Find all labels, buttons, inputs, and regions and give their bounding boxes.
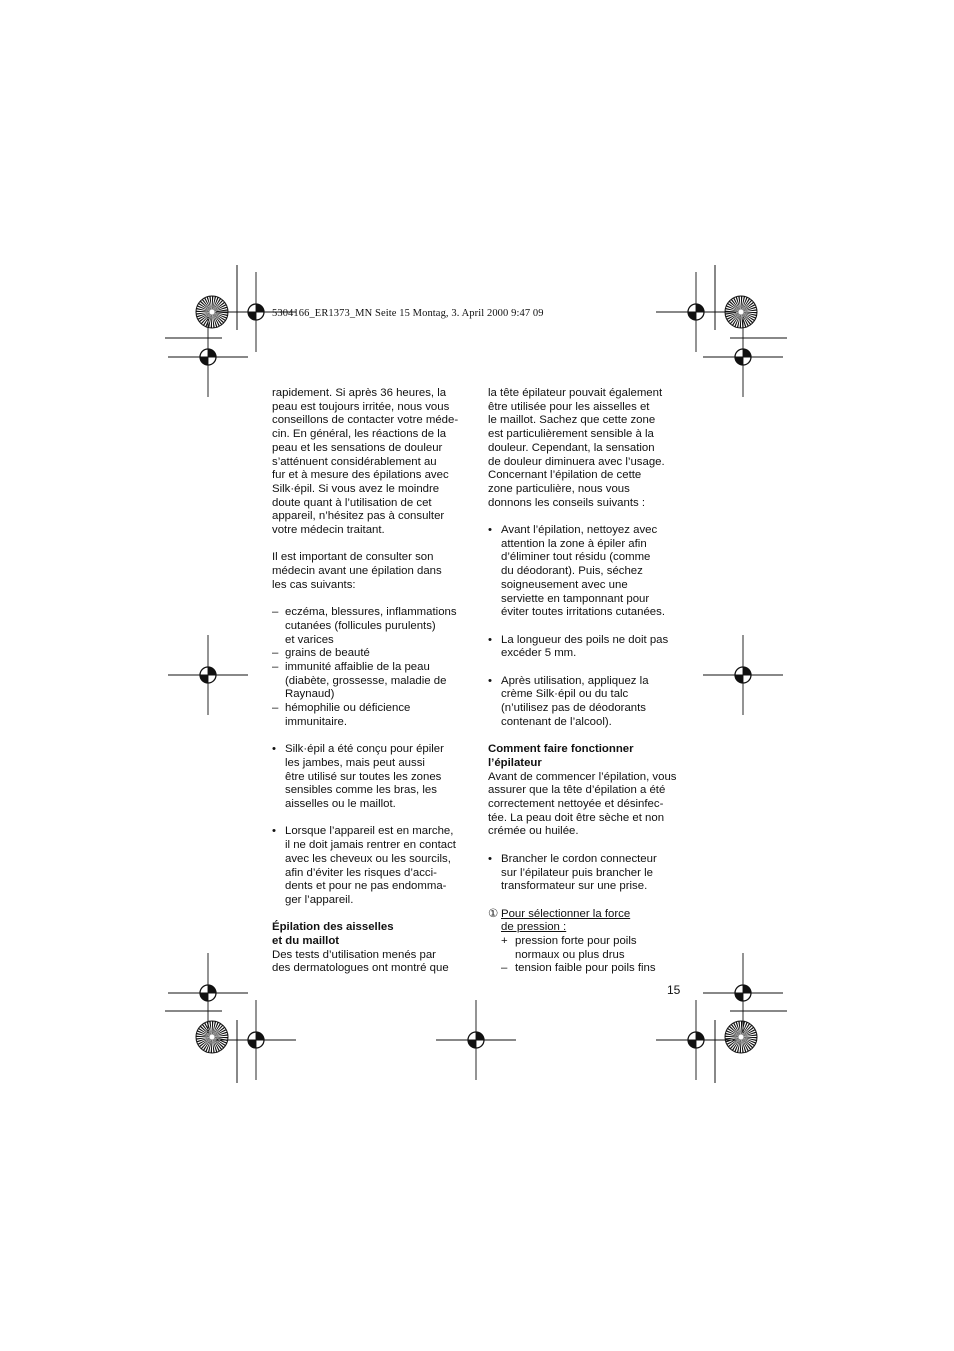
text-line: soigneusement avec une [501, 578, 628, 591]
text-line: La longueur des poils ne doit pas [501, 633, 669, 646]
registration-target-icon [168, 317, 248, 397]
bullet-item [488, 675, 688, 730]
text-line: hémophilie ou déficience [285, 702, 411, 715]
bullet-item [272, 743, 468, 812]
text-line: (n’utilisez pas de déodorants [501, 702, 647, 715]
step-title-line: de pression : [501, 921, 567, 934]
text-line: pression forte pour poils [515, 935, 637, 948]
text-line: Des tests d’utilisation menés par [272, 948, 436, 961]
bullet-item [272, 825, 468, 907]
text-line: Après utilisation, appliquez la [501, 674, 649, 687]
text-line: assurer que la tête d’épilation a été [488, 784, 666, 797]
text-line: des dermatologues ont montré que [272, 962, 449, 975]
heading-line: l’épilateur [488, 756, 542, 769]
bullet-marker: • [488, 524, 492, 537]
bullet-marker: • [272, 825, 276, 838]
text-line: immunité affaiblie de la peau [285, 661, 430, 674]
text-line: peau est toujours irritée, nous vous [272, 400, 450, 413]
text-line: dents et pour ne pas endomma- [285, 880, 447, 893]
text-line: éviter toutes irritations cutanées. [501, 606, 665, 619]
text-line: zone particulière, nous vous [488, 482, 630, 495]
text-line: (diabète, grossesse, maladie de [285, 674, 447, 687]
color-starburst-icon [725, 1021, 757, 1053]
text-line: afin d’éviter les risques d’acci- [285, 866, 437, 879]
heading-line: et du maillot [272, 935, 340, 948]
operation-paragraph [488, 771, 688, 840]
text-line: Lorsque l’appareil est en marche, [285, 825, 454, 838]
consult-paragraph [272, 551, 468, 592]
page-number: 15 [667, 983, 681, 997]
dash-list [272, 606, 468, 729]
bullet-item [488, 853, 688, 894]
dash-marker: – [272, 647, 279, 660]
section-heading [272, 921, 468, 948]
registration-target-icon [216, 1000, 296, 1080]
text-line: appareil, n’hésitez pas à consulter [272, 510, 445, 523]
bullet-marker: • [272, 743, 276, 756]
registration-target-icon [703, 635, 783, 715]
list-item [272, 661, 468, 702]
text-line: excéder 5 mm. [501, 647, 577, 660]
text-line: les jambes, mais peut aussi [285, 756, 425, 769]
numbered-step [488, 908, 688, 935]
text-line: crémée ou huilée. [488, 825, 579, 838]
text-line: rapidement. Si après 36 heures, la [272, 387, 447, 399]
text-line: le maillot. Sachez que cette zone [488, 414, 656, 427]
bullet-marker: • [488, 852, 492, 865]
dash-marker: – [272, 606, 279, 619]
text-line: Avant de commencer l’épilation, vous [488, 770, 677, 783]
dash-marker: – [272, 661, 279, 674]
heading-line: Comment faire fonctionner [488, 743, 634, 756]
text-line: s’atténuent considérablement au [272, 455, 437, 468]
registration-target-icon [656, 272, 736, 352]
text-line: les cas suivants: [272, 578, 356, 591]
text-line: Il est important de consulter son [272, 551, 434, 564]
text-line: tension faible pour poils fins [515, 962, 656, 975]
text-line: il ne doit jamais rentrer en contact [285, 839, 456, 852]
registration-target-icon [436, 1000, 516, 1080]
registration-target-icon [168, 953, 248, 1033]
text-line: Avant l’épilation, nettoyez avec [501, 524, 658, 537]
text-line: d’éliminer tout résidu (comme [501, 551, 651, 564]
text-line: eczéma, blessures, inflammations [285, 606, 457, 619]
intro-paragraph [488, 387, 688, 510]
text-line: Silk·épil. Si vous avez le moindre [272, 482, 440, 495]
registration-target-icon [168, 635, 248, 715]
text-line: conseillons de contacter votre méde- [272, 414, 459, 427]
list-item [272, 647, 468, 661]
print-header-slug: 5304166_ER1373_MN Seite 15 Montag, 3. April 2000 9:47 09 [272, 308, 544, 319]
text-line: Raynaud) [285, 688, 335, 701]
section-heading [488, 743, 688, 770]
text-line: de douleur diminuera avec l’usage. [488, 455, 665, 468]
text-line: du déodorant). Puis, séchez [501, 565, 643, 578]
text-line: avec les cheveux ou les sourcils, [285, 852, 451, 865]
text-line: transformateur sur une prise. [501, 880, 648, 893]
text-line: aisselles ou le maillot. [285, 798, 396, 811]
bullet-marker: • [488, 674, 492, 687]
text-line: peau et les sensations de douleur [272, 441, 443, 454]
text-line: Silk·épil a été conçu pour épiler [285, 743, 444, 756]
dash-marker: – [272, 702, 279, 715]
text-line: fur et à mesure des épilations avec [272, 469, 449, 482]
registration-target-icon [656, 1000, 736, 1080]
text-line: ger l’appareil. [285, 893, 354, 906]
text-line: sur l’épilateur puis brancher le [501, 866, 653, 879]
left-column [272, 387, 468, 976]
minus-marker: – [501, 962, 508, 975]
bullet-item [488, 634, 688, 661]
text-line: normaux ou plus drus [515, 948, 625, 961]
text-line: serviette en tamponnant pour [501, 592, 650, 605]
text-line: immunitaire. [285, 715, 348, 728]
bullet-item [488, 524, 688, 620]
right-column [488, 387, 688, 976]
sub-item [488, 962, 688, 976]
text-line: est particulièrement sensible à la [488, 428, 654, 441]
text-line: Concernant l’épilation de cette [488, 469, 642, 482]
text-line: attention la zone à épiler afin [501, 537, 647, 550]
circled-number-marker: ① [488, 907, 499, 920]
text-line: correctement nettoyée et désinfec- [488, 798, 664, 811]
color-starburst-icon [196, 1021, 228, 1053]
text-line: douleur. Cependant, la sensation [488, 441, 655, 454]
bullet-marker: • [488, 633, 492, 646]
text-line: crème Silk·épil ou du talc [501, 688, 629, 701]
text-line: être utilisé sur toutes les zones [285, 770, 442, 783]
text-line: sensibles comme les bras, les [285, 784, 437, 797]
heading-line: Épilation des aisselles [272, 921, 394, 934]
text-line: cin. En général, les réactions de la [272, 428, 447, 441]
intro-paragraph [272, 387, 468, 538]
text-line: contenant de l’alcool). [501, 715, 612, 728]
text-line: médecin avant une épilation dans [272, 565, 442, 578]
text-line: être utilisée pour les aisselles et [488, 400, 650, 413]
text-line: votre médecin traitant. [272, 524, 385, 537]
list-item [272, 702, 468, 729]
text-line: donnons les conseils suivants : [488, 496, 646, 509]
text-line: cutanées (follicules purulents) [285, 619, 436, 632]
text-line: Brancher le cordon connecteur [501, 852, 657, 865]
plus-marker: + [501, 935, 508, 948]
text-line: grains de beauté [285, 647, 370, 660]
sub-item [488, 935, 688, 962]
text-line: doute quant à l’utilisation de cet [272, 496, 432, 509]
text-line: et varices [285, 633, 334, 646]
list-item [272, 606, 468, 647]
text-line: la tête épilateur pouvait également [488, 387, 663, 399]
step-title-line: Pour sélectionner la force [501, 907, 631, 920]
text-line: tée. La peau doit être sèche et non [488, 811, 665, 824]
